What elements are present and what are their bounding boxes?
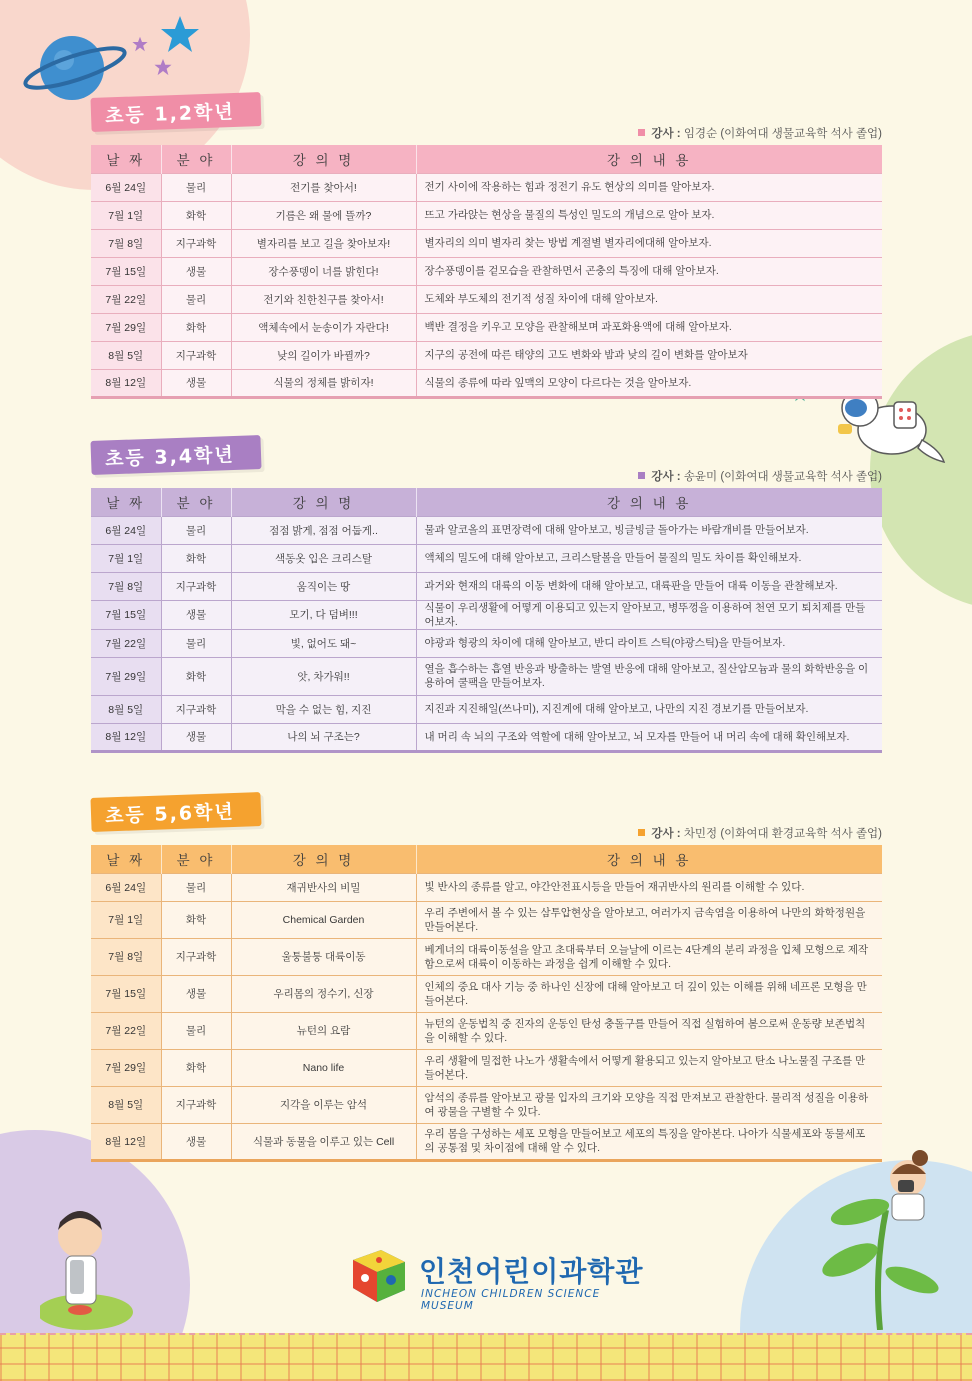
cell-field: 물리 — [161, 1012, 231, 1049]
table-row — [91, 313, 882, 341]
table-row — [91, 938, 882, 975]
small-star-icon — [154, 58, 172, 76]
cell-field: 지구과학 — [161, 695, 231, 723]
cell-date: 7월 29일 — [91, 313, 161, 341]
grade-title: 초등 1,2학년 — [90, 92, 261, 132]
table-row — [91, 572, 882, 600]
table-row — [91, 201, 882, 229]
table-row — [91, 600, 882, 629]
header-content: 강 의 내 용 — [416, 845, 882, 873]
cell-content: 전기 사이에 작용하는 힘과 정전기 유도 현상의 의미를 알아보자. — [416, 173, 882, 201]
cell-date: 7월 22일 — [91, 285, 161, 313]
header-title: 강 의 명 — [231, 845, 416, 873]
logo-english-text: INCHEON CHILDREN SCIENCE MUSEUM — [421, 1288, 601, 1312]
cell-date: 7월 1일 — [91, 901, 161, 938]
cell-field: 물리 — [161, 516, 231, 544]
cell-content: 내 머리 속 뇌의 구조와 역할에 대해 알아보고, 뇌 모자를 만들어 내 머리 속에 대해 확인해보자. — [416, 723, 882, 751]
cell-date: 7월 1일 — [91, 201, 161, 229]
table-row — [91, 1086, 882, 1123]
cell-title: 식물과 동물을 이루고 있는 Cell — [231, 1123, 416, 1160]
cell-field: 화학 — [161, 657, 231, 695]
table-row — [91, 285, 882, 313]
header-field: 분 야 — [161, 845, 231, 873]
table-row — [91, 1049, 882, 1086]
cell-field: 생물 — [161, 1123, 231, 1160]
cell-title: 재귀반사의 비밀 — [231, 873, 416, 901]
table-row — [91, 257, 882, 285]
cell-date: 7월 8일 — [91, 229, 161, 257]
table-header-row — [91, 145, 882, 173]
grade-title: 초등 5,6학년 — [90, 792, 261, 832]
cell-field: 생물 — [161, 600, 231, 629]
cell-date: 8월 5일 — [91, 1086, 161, 1123]
cell-field: 화학 — [161, 1049, 231, 1086]
cell-title: 빛, 없어도 돼~ — [231, 629, 416, 657]
cell-title: 전기와 친한친구를 찾아서! — [231, 285, 416, 313]
cell-field: 생물 — [161, 257, 231, 285]
footer-grid-strip — [0, 1333, 972, 1381]
cell-date: 8월 12일 — [91, 1123, 161, 1160]
bullet-square-icon — [638, 129, 645, 136]
instructor-label: 강사 : — [651, 471, 681, 483]
cell-title: 별자리를 보고 길을 찾아보자! — [231, 229, 416, 257]
cell-content: 빛 반사의 종류를 알고, 야간안전표시등을 만들어 재귀반사의 원리를 이해할 수 있다. — [416, 873, 882, 901]
cell-field: 지구과학 — [161, 1086, 231, 1123]
cube-logo-icon — [345, 1242, 411, 1308]
cell-content: 우리 생활에 밀접한 나노가 생활속에서 어떻게 활용되고 있는지 알아보고 탄소 나노물질 구조를 만들어본다. — [416, 1049, 882, 1086]
cell-title: 낮의 길이가 바뀔까? — [231, 341, 416, 369]
footer-dashed-line — [0, 1333, 972, 1337]
cell-title: 울퉁불퉁 대륙이동 — [231, 938, 416, 975]
header-date: 날 짜 — [91, 488, 161, 516]
cell-title: 나의 뇌 구조는? — [231, 723, 416, 751]
cell-field: 지구과학 — [161, 229, 231, 257]
cell-title: 액체속에서 눈송이가 자란다! — [231, 313, 416, 341]
cell-title: 식물의 정체를 밝히자! — [231, 369, 416, 397]
cell-title: 지각을 이루는 암석 — [231, 1086, 416, 1123]
cell-title: 전기를 찾아서! — [231, 173, 416, 201]
cell-date: 7월 1일 — [91, 544, 161, 572]
table-row — [91, 1012, 882, 1049]
cell-date: 8월 12일 — [91, 723, 161, 751]
cell-title: 색동옷 입은 크리스탈 — [231, 544, 416, 572]
cell-date: 6월 24일 — [91, 873, 161, 901]
header-content: 강 의 내 용 — [416, 145, 882, 173]
cell-content: 암석의 종류를 알아보고 광물 입자의 크기와 모양을 직접 만져보고 관찰한다. 물리적 성질을 이용하여 광물을 구별할 수 있다. — [416, 1086, 882, 1123]
museum-logo — [345, 1240, 645, 1310]
instructor-label: 강사 : — [651, 828, 681, 840]
cell-date: 7월 8일 — [91, 938, 161, 975]
table-header-row — [91, 488, 882, 516]
cell-date: 8월 12일 — [91, 369, 161, 397]
header-content: 강 의 내 용 — [416, 488, 882, 516]
header-title: 강 의 명 — [231, 145, 416, 173]
table-row — [91, 341, 882, 369]
small-star-icon — [132, 36, 148, 52]
table-header-row — [91, 845, 882, 873]
cell-field: 물리 — [161, 173, 231, 201]
table-row — [91, 1123, 882, 1160]
schedule-table — [91, 488, 882, 753]
bullet-square-icon — [638, 472, 645, 479]
instructor-info — [638, 125, 882, 141]
cell-content: 백반 결정을 키우고 모양을 관찰해보며 과포화용액에 대해 알아보자. — [416, 313, 882, 341]
table-row — [91, 516, 882, 544]
header-field: 분 야 — [161, 488, 231, 516]
cell-title: 점점 밝게, 점점 어둡게.. — [231, 516, 416, 544]
cell-date: 8월 5일 — [91, 695, 161, 723]
cell-field: 지구과학 — [161, 938, 231, 975]
table-row — [91, 975, 882, 1012]
table-row — [91, 901, 882, 938]
table-row — [91, 657, 882, 695]
cell-date: 7월 22일 — [91, 629, 161, 657]
table-row — [91, 173, 882, 201]
logo-korean-text: 인천어린이과학관 — [419, 1255, 644, 1288]
cell-content: 별자리의 의미 별자리 찾는 방법 계절별 별자리에대해 알아보자. — [416, 229, 882, 257]
cell-date: 7월 29일 — [91, 1049, 161, 1086]
header-field: 분 야 — [161, 145, 231, 173]
cell-content: 우리 주변에서 볼 수 있는 삼투압현상을 알아보고, 여러가지 금속염을 이용하여 나만의 화학정원을 만들어본다. — [416, 901, 882, 938]
cell-field: 화학 — [161, 201, 231, 229]
cell-content: 과거와 현재의 대륙의 이동 변화에 대해 알아보고, 대륙판을 만들어 대륙 이동을 관찰해보자. — [416, 572, 882, 600]
cell-date: 7월 8일 — [91, 572, 161, 600]
cell-title: 기름은 왜 물에 뜰까? — [231, 201, 416, 229]
plant-girl-illustration — [820, 1150, 940, 1330]
star-icon — [160, 14, 200, 54]
cell-field: 생물 — [161, 369, 231, 397]
cell-content: 야광과 형광의 차이에 대해 알아보고, 반디 라이트 스틱(야광스틱)을 만들어보자. — [416, 629, 882, 657]
instructor-name: 임경순 (이화여대 생물교육학 석사 졸업) — [683, 128, 882, 140]
cell-title: Nano life — [231, 1049, 416, 1086]
cell-field: 물리 — [161, 629, 231, 657]
header-title: 강 의 명 — [231, 488, 416, 516]
instructor-label: 강사 : — [651, 128, 681, 140]
table-row — [91, 369, 882, 397]
cell-content: 액체의 밀도에 대해 알아보고, 크리스탈볼을 만들어 물질의 밀도 차이를 확인해보자. — [416, 544, 882, 572]
background-blob-green — [870, 330, 972, 610]
table-row — [91, 629, 882, 657]
cell-field: 지구과학 — [161, 572, 231, 600]
instructor-name: 차민정 (이화여대 환경교육학 석사 졸업) — [683, 828, 882, 840]
cell-content: 열을 흡수하는 흡열 반응과 방출하는 발열 반응에 대해 알아보고, 질산암모늄과 물의 화학반응을 이용하여 쿨팩을 만들어보자. — [416, 657, 882, 695]
cell-content: 지진과 지진해일(쓰나미), 지진계에 대해 알아보고, 나만의 지진 경보기를 만들어보자. — [416, 695, 882, 723]
cell-title: 모기, 다 덤벼!!! — [231, 600, 416, 629]
cell-field: 생물 — [161, 975, 231, 1012]
cell-field: 물리 — [161, 285, 231, 313]
cell-field: 화학 — [161, 313, 231, 341]
table-row — [91, 229, 882, 257]
cell-date: 7월 22일 — [91, 1012, 161, 1049]
header-date: 날 짜 — [91, 145, 161, 173]
cell-date: 6월 24일 — [91, 173, 161, 201]
cell-date: 8월 5일 — [91, 341, 161, 369]
instructor-info — [638, 825, 882, 841]
schedule-table — [91, 145, 882, 399]
cell-field: 물리 — [161, 873, 231, 901]
table-row — [91, 544, 882, 572]
cell-content: 인체의 중요 대사 기능 중 하나인 신장에 대해 알아보고 더 깊이 있는 이해를 위해 네프론 모형을 만들어본다. — [416, 975, 882, 1012]
cell-date: 7월 15일 — [91, 975, 161, 1012]
cell-content: 식물이 우리생활에 어떻게 이용되고 있는지 알아보고, 병뚜껑을 이용하여 천연 모기 퇴치제를 만들어보자. — [416, 600, 882, 629]
instructor-info — [638, 468, 882, 484]
cell-content: 식물의 종류에 따라 잎맥의 모양이 다르다는 것을 알아보자. — [416, 369, 882, 397]
cell-content: 뜨고 가라앉는 현상을 물질의 특성인 밀도의 개념으로 알아 보자. — [416, 201, 882, 229]
cell-content: 베게너의 대륙이동설을 알고 초대륙부터 오늘날에 이르는 4단계의 분리 과정을 입체 모형으로 제작함으로써 대륙이 이동하는 과정을 쉽게 이해할 수 있다. — [416, 938, 882, 975]
table-row — [91, 695, 882, 723]
cell-field: 화학 — [161, 544, 231, 572]
instructor-name: 송윤미 (이화여대 생물교육학 석사 졸업) — [683, 471, 882, 483]
grade-title: 초등 3,4학년 — [90, 435, 261, 475]
cell-content: 물과 알코올의 표면장력에 대해 알아보고, 빙글빙글 돌아가는 바람개비를 만들어보자. — [416, 516, 882, 544]
scientist-illustration — [40, 1200, 150, 1330]
bullet-square-icon — [638, 829, 645, 836]
cell-title: 막을 수 없는 힘, 지진 — [231, 695, 416, 723]
cell-title: 뉴턴의 요람 — [231, 1012, 416, 1049]
table-row — [91, 723, 882, 751]
header-date: 날 짜 — [91, 845, 161, 873]
cell-date: 7월 29일 — [91, 657, 161, 695]
cell-title: Chemical Garden — [231, 901, 416, 938]
table-row — [91, 873, 882, 901]
cell-content: 지구의 공전에 따른 태양의 고도 변화와 밤과 낮의 길이 변화를 알아보자 — [416, 341, 882, 369]
cell-field: 화학 — [161, 901, 231, 938]
cell-content: 도체와 부도체의 전기적 성질 차이에 대해 알아보자. — [416, 285, 882, 313]
cell-date: 6월 24일 — [91, 516, 161, 544]
cell-content: 장수풍뎅이를 겉모습을 관찰하면서 곤충의 특징에 대해 알아보자. — [416, 257, 882, 285]
cell-content: 우리 몸을 구성하는 세포 모형을 만들어보고 세포의 특징을 알아본다. 나아가 식물세포와 동물세포의 공통점 및 차이점에 대해 알 수 있다. — [416, 1123, 882, 1160]
cell-title: 앗, 차가워!! — [231, 657, 416, 695]
cell-field: 지구과학 — [161, 341, 231, 369]
schedule-table — [91, 845, 882, 1162]
cell-date: 7월 15일 — [91, 257, 161, 285]
cell-title: 우리몸의 정수기, 신장 — [231, 975, 416, 1012]
cell-title: 움직이는 땅 — [231, 572, 416, 600]
cell-date: 7월 15일 — [91, 600, 161, 629]
cell-title: 장수풍뎅이 너를 밝힌다! — [231, 257, 416, 285]
cell-content: 뉴턴의 운동법칙 중 진자의 운동인 탄성 충돌구를 만들어 직접 실험하여 봄으로써 운동량 보존법칙을 이해할 수 있다. — [416, 1012, 882, 1049]
cell-field: 생물 — [161, 723, 231, 751]
